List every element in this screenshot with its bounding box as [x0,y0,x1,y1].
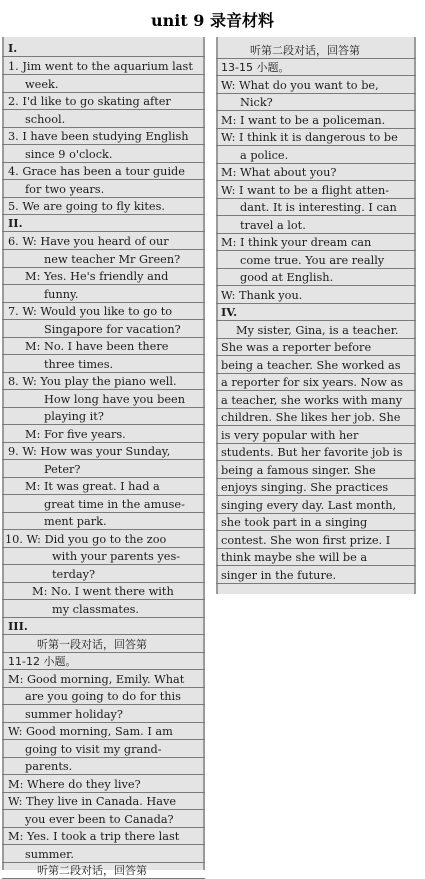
section-heading: I. [8,41,18,55]
transcript-line: contest. She won first prize. I [221,534,391,547]
transcript-line: M: No. I went there with [32,585,174,598]
page-title: unit 9 录音材料 [150,11,274,30]
line-rule [2,56,205,57]
transcript-line: 听第二段对话，回答第 [250,44,360,57]
transcript-line: good at English. [240,271,334,284]
transcript-line: M: No. I have been there [25,340,169,353]
transcript-line: 听第二段对话，回答第 [37,864,147,877]
transcript-line: M: Yes. He's friendly and [25,270,169,283]
transcript-line: W: Good morning, Sam. I am [8,725,173,738]
transcript-line: a reporter for six years. Now as [221,376,404,389]
transcript-line: great time in the amuse- [44,498,185,511]
section-heading: II. [8,216,23,230]
transcript-line: My sister, Gina, is a teacher. [236,324,399,337]
right-transcript-column [216,37,416,594]
transcript-line: three times. [44,358,114,371]
transcript-line: 13-15 小题。 [221,61,290,74]
transcript-line: new teacher Mr Green? [44,253,181,266]
transcript-line: 2. I'd like to go skating after [8,95,171,108]
column-right-edge [414,37,416,594]
transcript-line: since 9 o'clock. [25,148,113,161]
transcript-line: she took part in a singing [221,516,368,529]
transcript-line: with your parents yes- [52,550,181,563]
transcript-line: singing every day. Last month, [221,499,397,512]
transcript-line: week. [25,78,59,91]
transcript-line: M: What about you? [221,166,337,179]
transcript-line: a teacher, she works with many [221,394,403,407]
line-rule [216,320,416,321]
transcript-line: 9. W: How was your Sunday, [8,445,171,458]
transcript-line: W: What do you want to be, [221,79,379,92]
transcript-line: are you going to do for this [25,690,181,703]
transcript-line: terday? [52,568,96,581]
transcript-line: W: They live in Canada. Have [8,795,177,808]
transcript-line: summer. [25,848,74,861]
transcript-line: you ever been to Canada? [25,813,174,826]
transcript-line: Nick? [240,96,273,109]
transcript-line: funny. [44,288,79,301]
transcript-line: is very popular with her [221,429,359,442]
transcript-line: think maybe she will be a [221,551,368,564]
transcript-line: 10. W: Did you go to the zoo [5,533,167,546]
transcript-line: being a famous singer. She [221,464,376,477]
transcript-line: going to visit my grand- [25,743,162,756]
transcript-line: M: It was great. I had a [25,480,160,493]
transcript-line: Peter? [44,463,81,476]
transcript-line: 4. Grace has been a tour guide [8,165,185,178]
transcript-line: being a teacher. She worked as [221,359,401,372]
transcript-line: M: Where do they live? [8,778,141,791]
transcript-line: How long have you been [44,393,186,406]
transcript-line: dant. It is interesting. I can [240,201,397,214]
transcript-line: M: For five years. [25,428,126,441]
transcript-line: 11-12 小题。 [8,655,77,668]
line-rule [2,231,205,232]
transcript-line: W: I want to be a flight atten- [221,184,390,197]
left-transcript-column [2,37,205,877]
transcript-line: M: Good morning, Emily. What [8,673,185,686]
column-left-edge [216,37,218,594]
section-heading: III. [8,619,28,633]
transcript-line: students. But her favorite job is [221,446,403,459]
transcript-line: children. She likes her job. She [221,411,401,424]
transcript-line: W: I think it is dangerous to be [221,131,398,144]
transcript-line: travel a lot. [240,219,306,232]
transcript-line: school. [25,113,66,126]
transcript-line: 5. We are going to fly kites. [8,200,166,213]
transcript-line: Singapore for vacation? [44,323,181,336]
transcript-line: M: I want to be a policeman. [221,114,386,127]
transcript-line: playing it? [44,410,104,423]
section-heading: IV. [221,305,238,319]
transcript-line: my classmates. [52,603,140,616]
transcript-line: 7. W: Would you like to go to [8,305,173,318]
transcript-line: come true. You are really [240,254,385,267]
line-rule [2,634,205,635]
transcript-line: for two years. [25,183,105,196]
transcript-line: summer holiday? [25,708,123,721]
transcript-line: enjoys singing. She practices [221,481,389,494]
transcript-line: M: Yes. I took a trip there last [8,830,180,843]
transcript-line: W: Thank you. [221,289,303,302]
transcript-line: 3. I have been studying English [8,130,189,143]
transcript-line: M: I think your dream can [221,236,372,249]
transcript-line: 8. W: You play the piano well. [8,375,177,388]
transcript-line: 1. Jim went to the aquarium last [8,60,193,73]
transcript-line: parents. [25,760,73,773]
transcript-line: ment park. [44,515,107,528]
transcript-line: singer in the future. [221,569,337,582]
transcript-line: 6. W: Have you heard of our [8,235,169,248]
transcript-line: a police. [240,149,289,162]
transcript-line: She was a reporter before [221,341,372,354]
transcript-line: 听第一段对话，回答第 [37,638,147,651]
